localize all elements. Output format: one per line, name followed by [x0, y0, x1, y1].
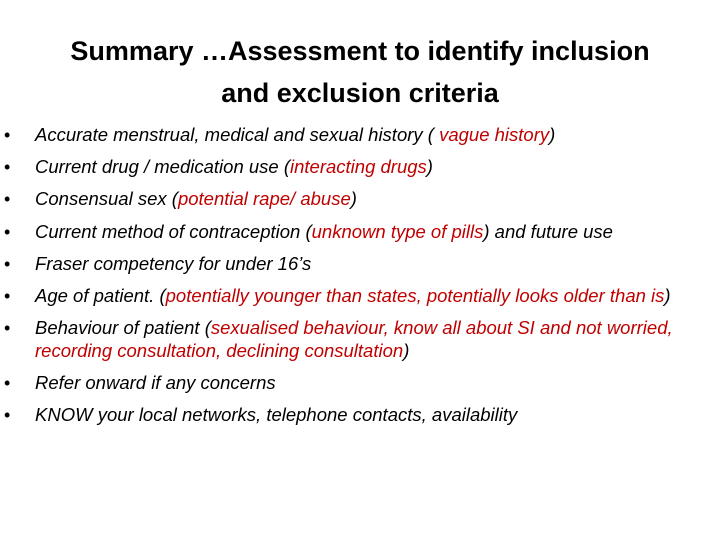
- bullet-text: KNOW your local networks, telephone contacts, availability: [35, 404, 518, 426]
- bullet-text: Consensual sex (: [35, 188, 178, 210]
- bullet-text: Refer onward if any concerns: [35, 371, 276, 393]
- bullet-emphasis: unknown type of pills: [311, 220, 484, 242]
- bullet-item-behaviour: [4, 317, 714, 362]
- bullet-text-end: ): [403, 339, 410, 361]
- bullet-emphasis: vague history: [439, 124, 550, 145]
- bullet-text: Behaviour of patient (: [35, 317, 211, 339]
- bullet-text-end: ) and future use: [483, 220, 613, 242]
- bullet-item-networks: [4, 404, 714, 427]
- bullet-item-contraception: [4, 221, 714, 244]
- bullet-emphasis: interacting drugs: [290, 156, 427, 178]
- slide-title: [20, 30, 700, 114]
- bullet-text-end: ): [350, 188, 357, 210]
- bullet-emphasis: sexualised behaviour, know all about SI and not worried, recording consultation, declining consultation: [35, 317, 673, 361]
- bullet-text: Current drug / medication use (: [35, 156, 291, 178]
- bullet-text-end: ): [664, 284, 671, 306]
- bullet-item-medication: [4, 156, 714, 179]
- bullet-text-end: ): [426, 156, 433, 178]
- bullet-text: Current method of contraception (: [35, 220, 312, 242]
- bullet-item-fraser: [4, 253, 714, 276]
- bullet-emphasis: potentially younger than states, potentially looks older than is: [165, 284, 665, 306]
- bullet-text-end: ): [549, 124, 556, 145]
- bullet-item-consent: [4, 188, 714, 211]
- bullet-item-history: [4, 124, 714, 147]
- bullet-list: [4, 124, 714, 436]
- title-line-1: Summary …Assessment to identify inclusion: [70, 36, 650, 66]
- bullet-item-refer: [4, 372, 714, 395]
- bullet-emphasis: potential rape/ abuse: [177, 188, 351, 210]
- bullet-text: Fraser competency for under 16’s: [35, 252, 312, 274]
- bullet-text: Accurate menstrual, medical and sexual history (: [35, 124, 440, 145]
- title-line-2: and exclusion criteria: [221, 78, 499, 108]
- bullet-text: Age of patient. (: [35, 284, 166, 306]
- bullet-item-age: [4, 285, 714, 308]
